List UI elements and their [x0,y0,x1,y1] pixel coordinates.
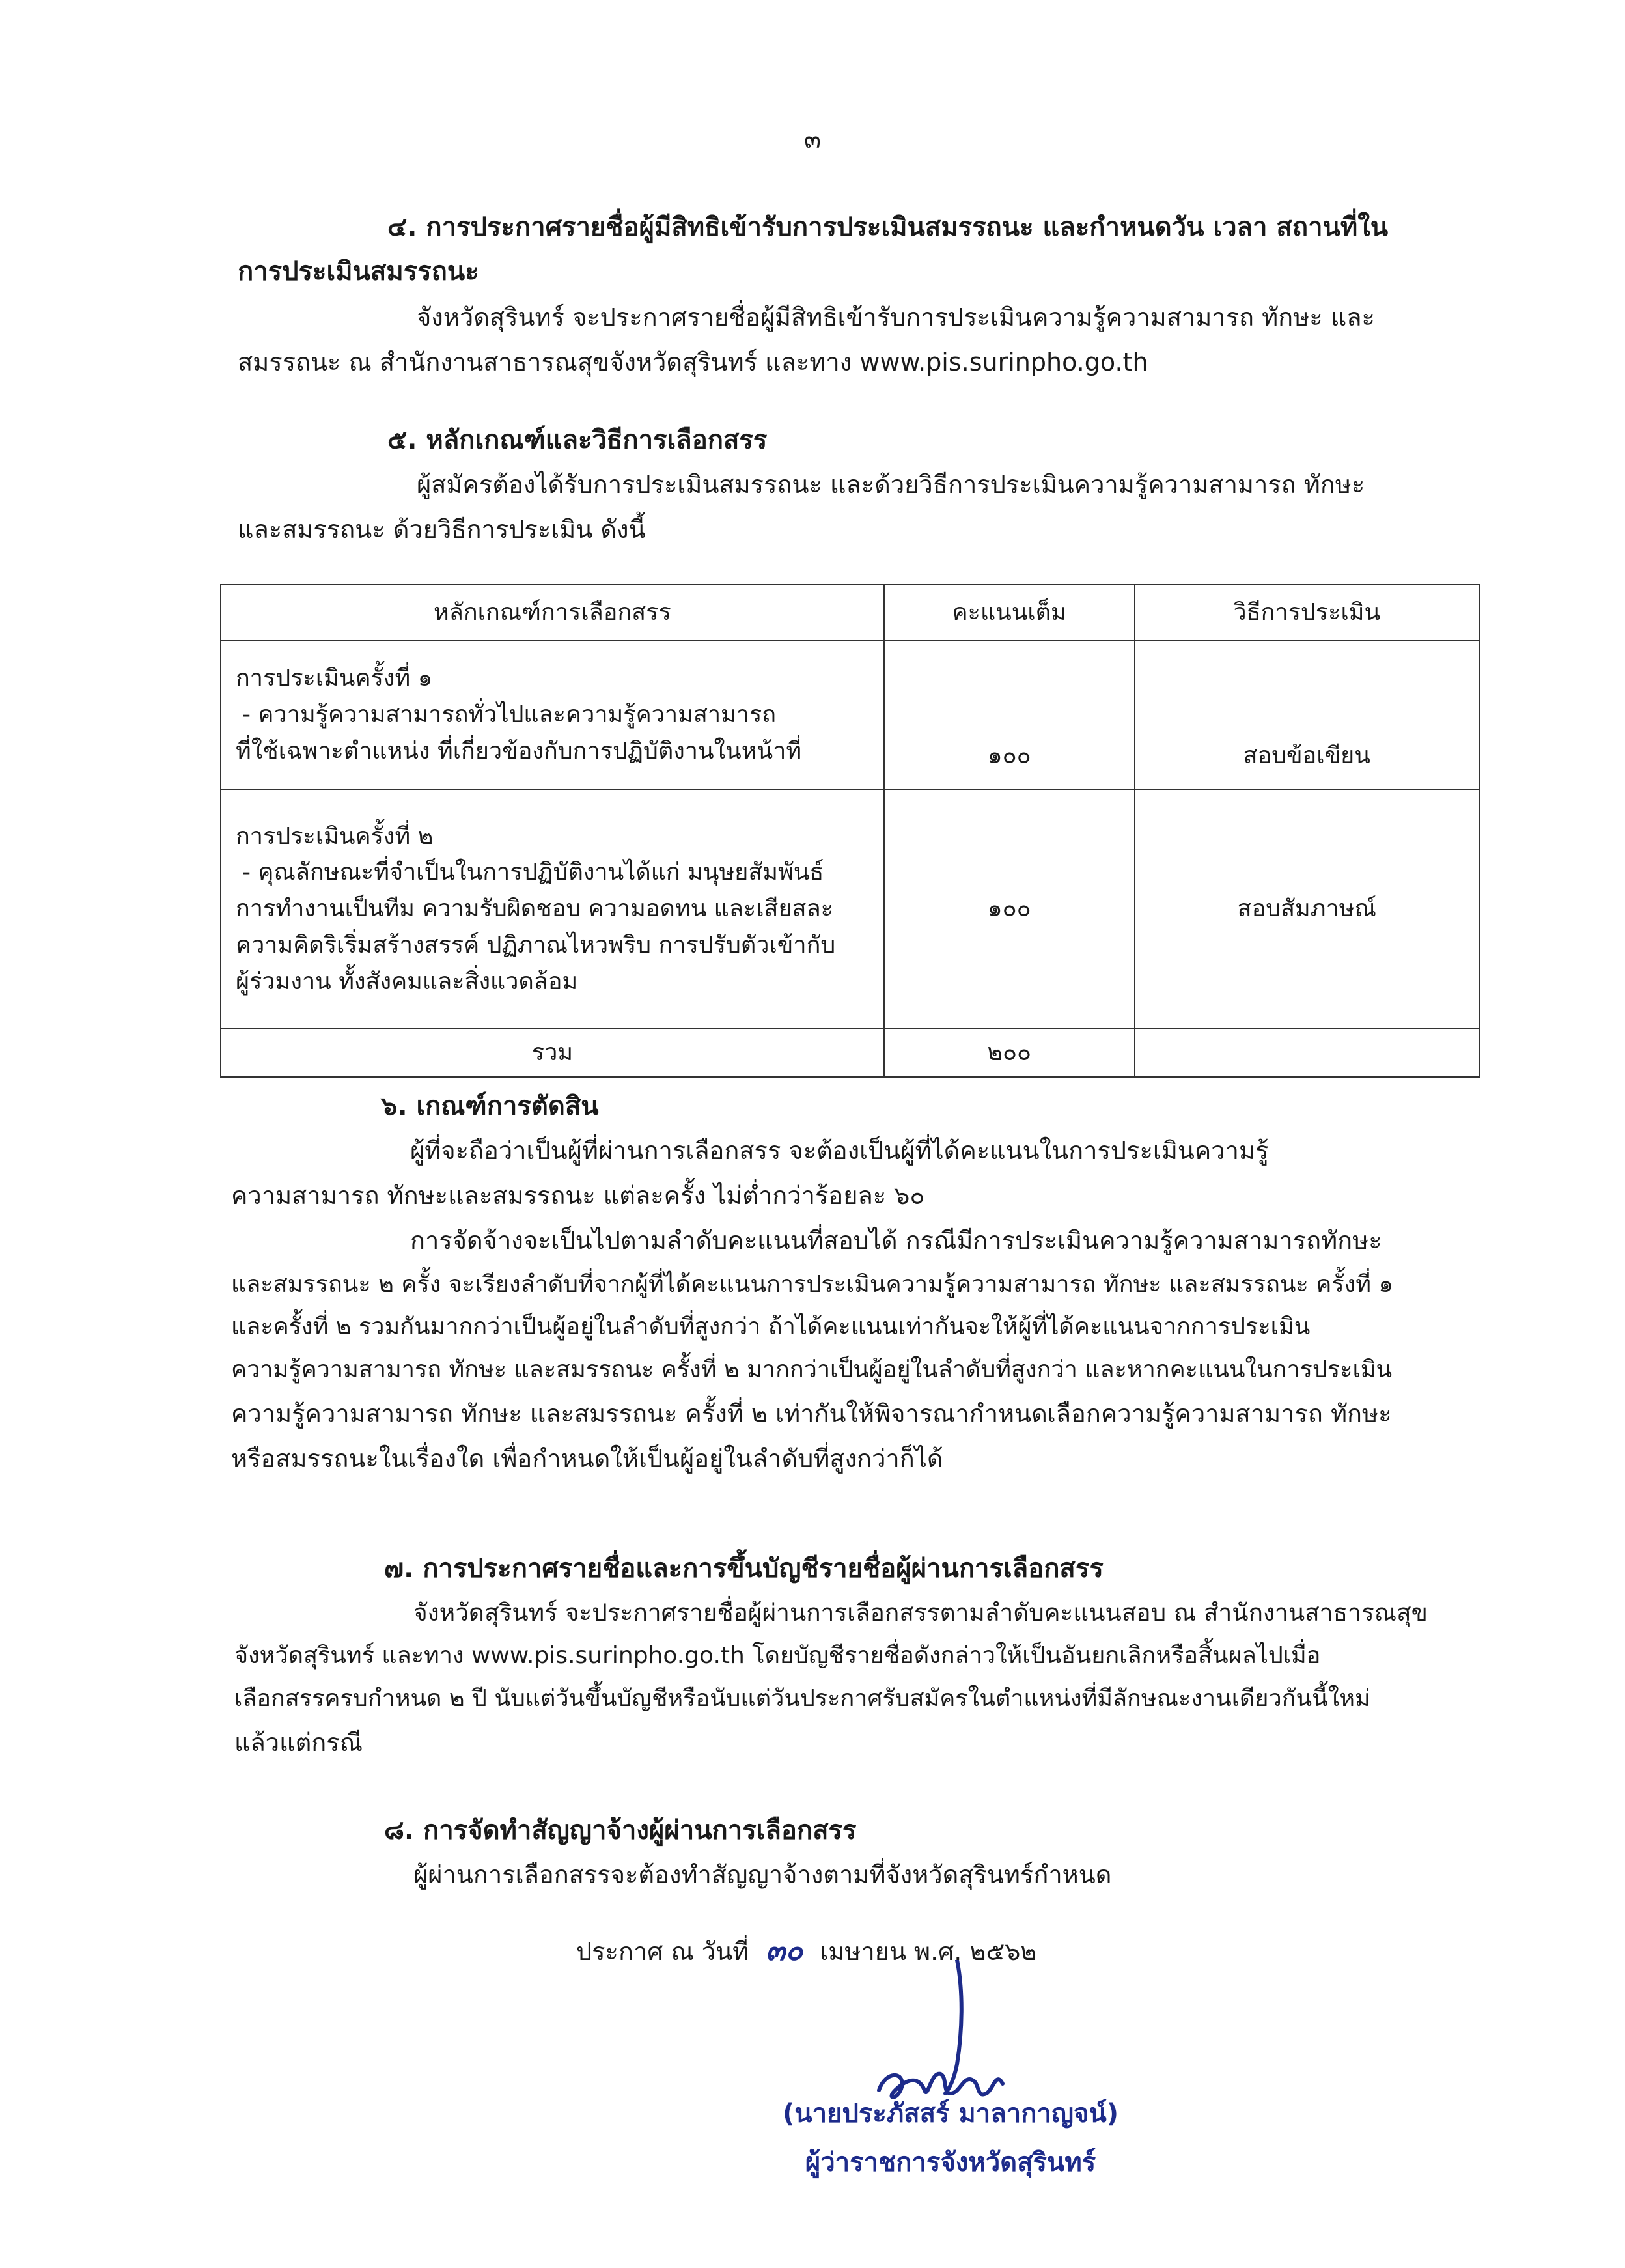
signer-title: ผู้ว่าราชการจังหวัดสุรินทร์ [805,2148,1096,2177]
section-4-body-line1: จังหวัดสุรินทร์ จะประกาศรายชื่อผู้มีสิทธิเข้ารับการประเมินความรู้ความสามารถ ทักษะ และ [417,303,1375,331]
section-7-heading: ๗. การประกาศรายชื่อและการขึ้นบัญชีรายชื่อผู้ผ่านการเลือกสรร [384,1554,1104,1584]
section-5-heading: ๕. หลักเกณฑ์และวิธีการเลือกสรร [387,425,768,455]
table-row [221,641,1479,789]
section-8 [234,1810,1471,1894]
section-7-line2: จังหวัดสุรินทร์ และทาง www.pis.surinpho.go.th โดยบัญชีรายชื่อดังกล่าวให้เป็นอันยกเลิกหรือสิ้นผลไปเมื่อ [234,1642,1321,1670]
row1-detail-line1: - ความรู้ความสามารถทั่วไปและความรู้ความสามารถ [242,701,777,729]
section-6-para2-line1: การจัดจ้างจะเป็นไปตามลำดับคะแนนที่สอบได้ กรณีมีการประเมินความรู้ความสามารถทักษะ [410,1225,1382,1255]
table-header-row [221,585,1479,641]
row1-method: สอบข้อเขียน [1135,641,1480,789]
announcement-prefix: ประกาศ ณ วันที่ [576,1937,749,1966]
header-full-score: คะแนนเต็ม [884,585,1135,641]
section-6-para2-line2: และสมรรถนะ ๒ ครั้ง จะเรียงลำดับที่จากผู้ที่ได้คะแนนการประเมินความรู้ความสามารถ ทักษะ และสมรรถนะ ครั้งที่ ๑ [231,1270,1394,1298]
section-7 [234,1548,1471,1762]
section-6-para2-line3: และครั้งที่ ๒ รวมกันมากกว่าเป็นผู้อยู่ในลำดับที่สูงกว่า ถ้าได้คะแนนเท่ากันจะให้ผู้ที่ได้คะแนนจากการประเมิน [231,1313,1311,1341]
table-row [221,789,1479,1029]
total-label: รวม [221,1029,884,1077]
total-method-empty [1135,1029,1480,1077]
row2-detail-line1: - คุณลักษณะที่จำเป็นในการปฏิบัติงานได้แก่ มนุษยสัมพันธ์ [242,859,824,886]
row2-detail-line4: ผู้ร่วมงาน ทั้งสังคมและสิ่งแวดล้อม [236,968,578,995]
row1-score: ๑๐๐ [884,641,1135,789]
row1-title: การประเมินครั้งที่ ๑ [236,665,433,692]
signer-name: (นายประภัสสร์ มาลากาญจน์) [782,2099,1119,2129]
section-4-heading-line2: การประเมินสมรรถนะ [238,257,479,287]
row2-title: การประเมินครั้งที่ ๒ [236,822,434,850]
section-6-para2-line6: หรือสมรรถนะในเรื่องใด เพื่อกำหนดให้เป็นผู้อยู่ในลำดับที่สูงกว่าก็ได้ [231,1444,943,1473]
header-criteria: หลักเกณฑ์การเลือกสรร [221,585,884,641]
section-5 [238,420,1462,549]
section-6-para2-line4: ความรู้ความสามารถ ทักษะ และสมรรถนะ ครั้งที่ ๒ มากกว่าเป็นผู้อยู่ในลำดับที่สูงกว่า และหากคะแนนในการประเมิน [231,1356,1393,1384]
section-4 [238,207,1462,382]
section-6-para2-line5: ความรู้ความสามารถ ทักษะ และสมรรถนะ ครั้งที่ ๒ เท่ากันให้พิจารณากำหนดเลือกความรู้ความสามารถ ทักษะ [231,1399,1392,1429]
section-8-body: ผู้ผ่านการเลือกสรรจะต้องทำสัญญาจ้างตามที่จังหวัดสุรินทร์กำหนด [413,1860,1112,1889]
row1-detail-line2: ที่ใช้เฉพาะตำแหน่ง ที่เกี่ยวข้องกับการปฏิบัติงานในหน้าที่ [236,737,802,764]
row1-criteria-cell [221,641,884,789]
criteria-table [220,584,1480,1078]
row2-criteria-cell [221,789,884,1029]
announcement-day: ๓๐ [766,1934,803,1967]
announcement-suffix: เมษายน พ.ศ. ๒๕๖๒ [820,1937,1037,1966]
section-7-line1: จังหวัดสุรินทร์ จะประกาศรายชื่อผู้ผ่านการเลือกสรรตามลำดับคะแนนสอบ ณ สำนักงานสาธารณสุข [413,1599,1428,1627]
section-4-body-line2: สมรรถนะ ณ สำนักงานสาธารณสุขจังหวัดสุรินทร์ และทาง www.pis.surinpho.go.th [238,347,1148,376]
row2-detail-line2: การทำงานเป็นทีม ความรับผิดชอบ ความอดทน และเสียสละ [236,895,833,923]
total-score: ๒๐๐ [884,1029,1135,1077]
section-5-body-line1: ผู้สมัครต้องได้รับการประเมินสมรรถนะ และด้วยวิธีการประเมินความรู้ความสามารถ ทักษะ [417,470,1365,499]
page-number: ๓ [804,125,821,154]
row2-score: ๑๐๐ [884,789,1135,1029]
section-4-heading-line1: ๔. การประกาศรายชื่อผู้มีสิทธิเข้ารับการประเมินสมรรถนะ และกำหนดวัน เวลา สถานที่ใน [387,212,1389,242]
signature-mark [866,1960,1035,2110]
section-7-line4: แล้วแต่กรณี [234,1728,363,1757]
section-8-heading: ๘. การจัดทำสัญญาจ้างผู้ผ่านการเลือกสรร [384,1815,857,1845]
table-total-row [221,1029,1479,1077]
header-method: วิธีการประเมิน [1135,585,1480,641]
section-6-heading: ๖. เกณฑ์การตัดสิน [381,1091,599,1121]
row2-method: สอบสัมภาษณ์ [1135,789,1480,1029]
section-5-body-line2: และสมรรถนะ ด้วยวิธีการประเมิน ดังนี้ [238,514,646,544]
section-6-para1-line1: ผู้ที่จะถือว่าเป็นผู้ที่ผ่านการเลือกสรร จะต้องเป็นผู้ที่ได้คะแนนในการประเมินความรู้ [410,1136,1269,1165]
section-6 [231,1086,1468,1478]
row2-detail-line3: ความคิดริเริ่มสร้างสรรค์ ปฏิภาณไหวพริบ การปรับตัวเข้ากับ [236,931,836,959]
section-7-line3: เลือกสรรครบกำหนด ๒ ปี นับแต่วันขึ้นบัญชีหรือนับแต่วันประกาศรับสมัครในตำแหน่งที่มีลักษณะงานเดียวกันนี้ใหม่ [234,1685,1370,1713]
section-6-para1-line2: ความสามารถ ทักษะและสมรรถนะ แต่ละครั้ง ไม่ต่ำกว่าร้อยละ ๖๐ [231,1181,925,1210]
